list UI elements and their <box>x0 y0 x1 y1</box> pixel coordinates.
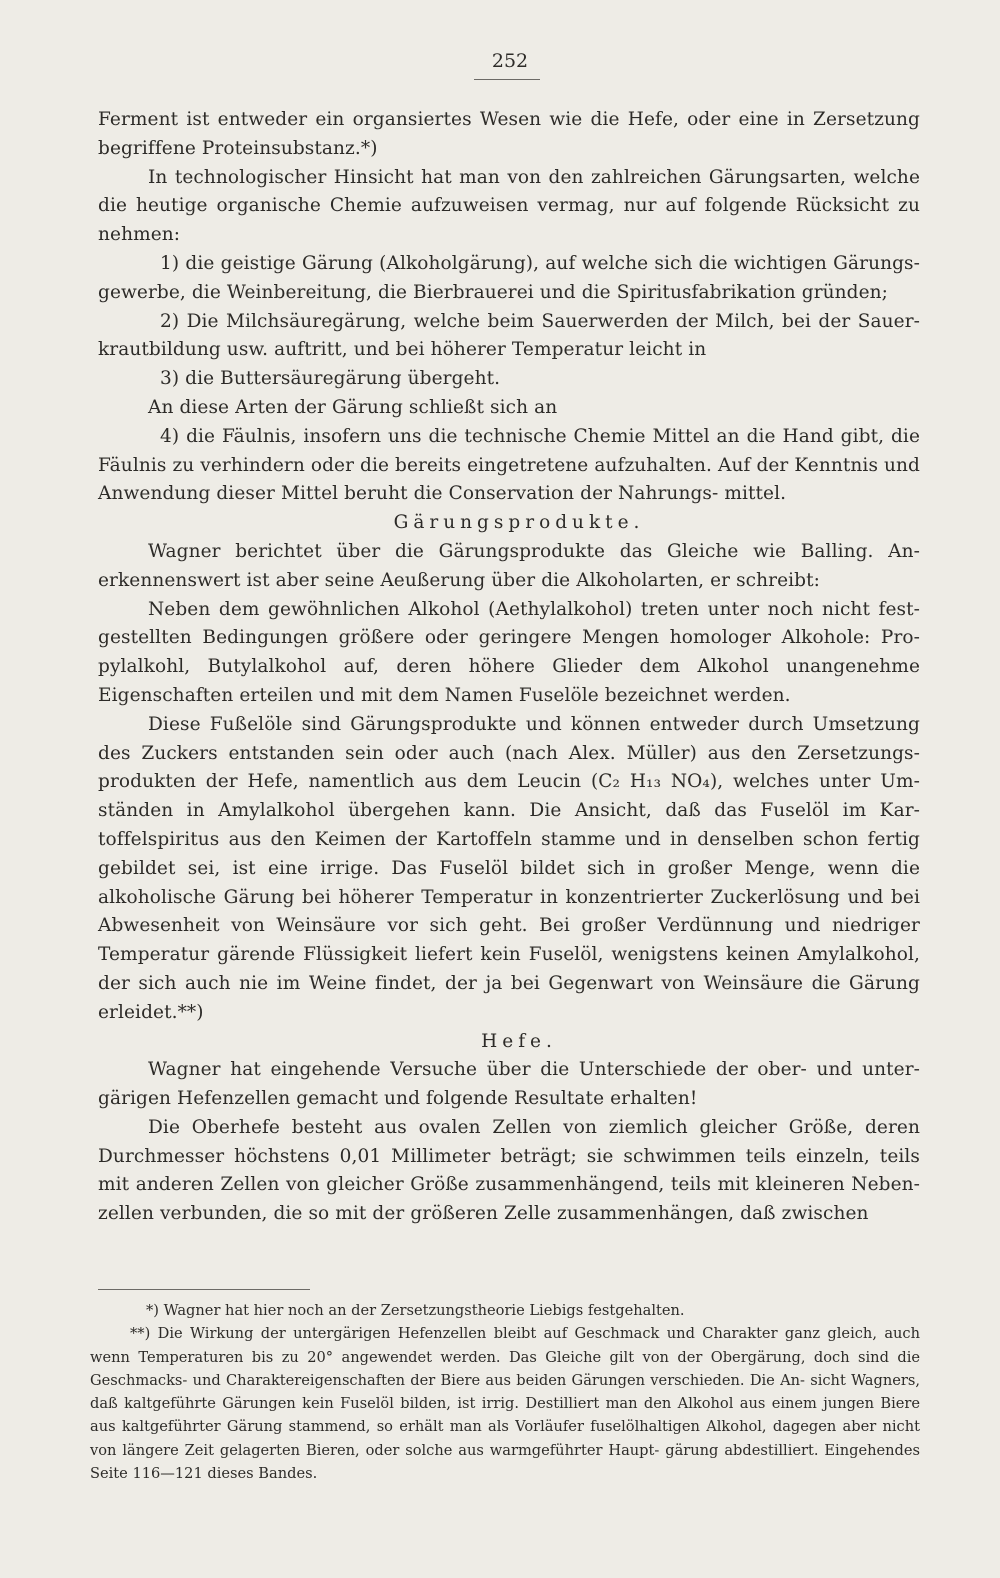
paragraph: Wagner hat eingehende Versuche über die Unterschiede der ober- und unter- gärigen Hefenzellen gemacht und folgende Resultate erhalten! <box>98 1059 920 1110</box>
section-heading: Hefe. <box>481 1030 557 1052</box>
paragraph: Die Oberhefe besteht aus ovalen Zellen von ziemlich gleicher Größe, deren Durchmesser höchstens 0,01 Millimeter beträgt; sie schwimmen teils einzeln, teils mit anderen Zellen von gleicher Größe zusammenhängend, teils mit kleineren Neben- zellen verbunden, die so mit der größeren Zelle zusammenhängen, daß zwischen <box>98 1116 920 1225</box>
paragraph: Diese Fußelöle sind Gärungsprodukte und können entweder durch Umsetzung des Zuckers entstanden sein oder auch (nach Alex. Müller) aus den Zersetzungs- produkten der Hefe, namentlich aus dem Leucin (C₂ H₁₃ NO₄), welches unter Um- ständen in Amylalkohol übergehen kann. Die Ansicht, daß das Fuselöl im Kar- toffelspiritus aus den Keimen der Kartoffeln stamme und in denselben schon fertig gebildet sei, ist eine irrige. Das Fuselöl bildet sich in großer Menge, wenn die alkoholische Gärung bei höherer Temperatur in konzentrierter Zuckerlösung und bei Abwesenheit von Weinsäure vor sich geht. Bei großer Verdünnung und niedriger Temperatur gärende Flüssigkeit liefert kein Fuselöl, wenigstens keinen Amylalkohol, der sich auch nie im Weine findet, der ja bei Gegenwart von Weinsäure die Gärung erleidet.**) <box>98 713 920 1023</box>
footnote: **) Die Wirkung der untergärigen Hefenzellen bleibt auf Geschmack und Charakter ganz gleich, auch wenn Temperaturen bis zu 20° angewendet werden. Das Gleiche gilt von der Obergärung, doch sind die Geschmacks- und Charaktereigenschaften der Biere aus beiden Gärungen verschieden. Die An- sicht Wagners, daß kaltgeführte Gärungen kein Fuselöl bilden, ist irrig. Destilliert man den Alkohol aus einem jungen Biere aus kaltgeführter Gärung stammend, so erhält man als Vorläufer fuselölhaltigen Alkohol, dagegen aber nicht von längere Zeit gelagerten Bieren, oder solche aus warmgeführter Haupt- gärung abdestilliert. Eingehendes Seite 116—121 dieses Bandes. <box>90 1325 920 1483</box>
page-number: 252 <box>491 50 529 72</box>
list-item: 1) die geistige Gärung (Alkoholgärung), auf welche sich die wichtigen Gärungs- gewerbe, die Weinbereitung, die Bierbrauerei und die Spiritusfabrikation gründen; <box>98 252 920 303</box>
footnote: *) Wagner hat hier noch an der Zersetzungstheorie Liebigs festgehalten. <box>146 1302 685 1319</box>
footnotes <box>90 1299 920 1485</box>
body-text <box>98 106 920 1229</box>
list-item: 2) Die Milchsäuregärung, welche beim Sauerwerden der Milch, bei der Sauer- krautbildung usw. auftritt, und bei höherer Temperatur leicht in <box>98 310 920 361</box>
list-item: 4) die Fäulnis, insofern uns die technische Chemie Mittel an die Hand gibt, die Fäulnis zu verhindern oder die bereits eingetretene aufzuhalten. Auf der Kenntnis und Anwendung dieser Mittel beruht die Conservation der Nahrungs- mittel. <box>98 425 920 505</box>
paragraph: An diese Arten der Gärung schließt sich an <box>148 396 558 418</box>
paragraph: Ferment ist entweder ein organsiertes Wesen wie die Hefe, oder eine in Zersetzung begriffene Proteinsubstanz.*) <box>98 109 920 159</box>
section-heading: Gärungsprodukte. <box>393 512 645 534</box>
list-item: 3) die Buttersäuregärung übergeht. <box>160 368 501 390</box>
footnote-separator <box>98 1289 310 1290</box>
paragraph: Neben dem gewöhnlichen Alkohol (Aethylalkohol) treten unter noch nicht fest- gestellten Bedingungen größere oder geringere Mengen homologer Alkohole: Pro- pylalkohl, Butylalkohol auf, deren höhere Glieder dem Alkohol unangenehme Eigenschaften erteilen und mit dem Namen Fuselöle bezeichnet werden. <box>98 598 920 706</box>
paragraph: Wagner berichtet über die Gärungsprodukte das Gleiche wie Balling. An- erkennenswert ist aber seine Aeußerung über die Alkoholarten, er schreibt: <box>98 540 920 591</box>
paragraph: In technologischer Hinsicht hat man von den zahlreichen Gärungsarten, welche die heutige organische Chemie aufzuweisen vermag, nur auf folgende Rücksicht zu nehmen: <box>98 166 920 246</box>
page-number-rule <box>474 79 540 80</box>
